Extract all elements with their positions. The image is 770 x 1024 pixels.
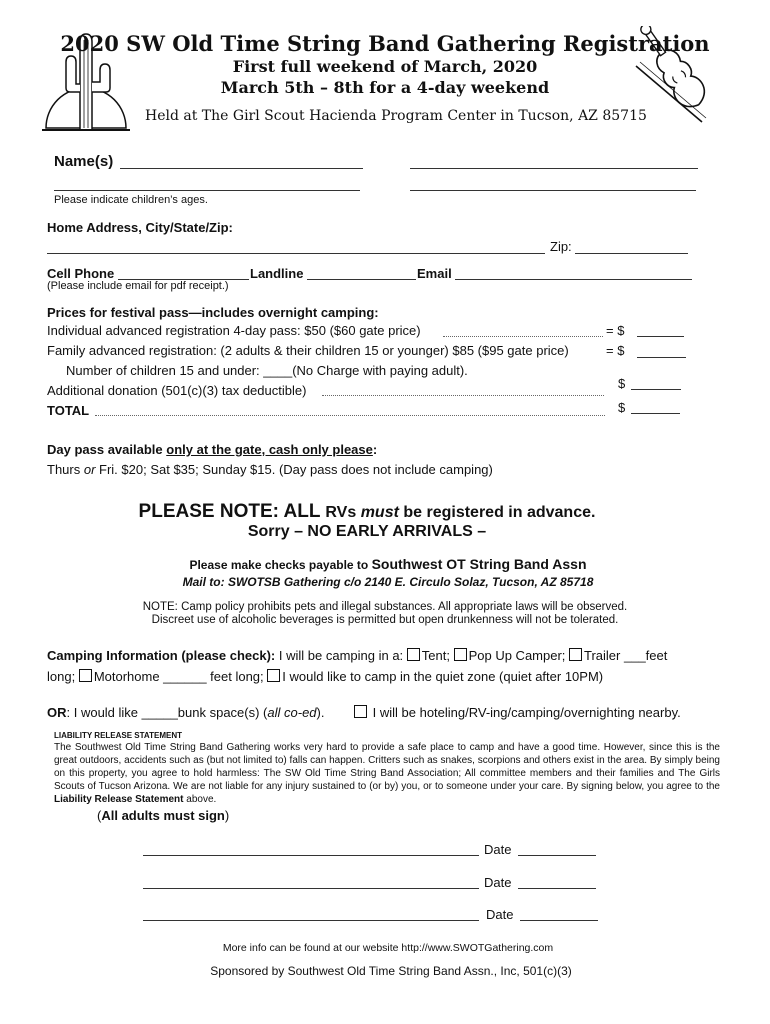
liability-body — [54, 741, 720, 806]
name-field-2[interactable] — [410, 168, 698, 169]
hotel-option — [354, 705, 681, 720]
tent-checkbox[interactable] — [407, 648, 420, 661]
email-field[interactable] — [455, 279, 692, 280]
zip-label: Zip: — [550, 239, 572, 254]
note-line-2: Discreet use of alcoholic beverages is permitted but open drunkenness will not be tolerated. — [151, 614, 619, 626]
sign-open: ( — [97, 808, 102, 823]
individual-leader — [443, 336, 603, 337]
liability-text: The Southwest Old Time String Band Gathering works very hard to provide a safe place to camp and have a good time. However, since this is the great outdoors, accidents such as (but not limited to) falls can happen. Critters such as snakes, scorpions and others exist in the area. By simply being on this property, you agree to hold harmless: The SW Old Time String Band Association; All committee members and their families and The Girls Scouts of Tucson Arizona. We are not liable for any injury sustained to (or by) you, or to someone under your care. By signing below, you agree to the — [54, 742, 720, 792]
total-label: TOTAL — [47, 403, 90, 418]
daypass-thurs: Thurs — [47, 462, 84, 477]
trailer-label: Trailer ___feet — [584, 648, 668, 663]
page-title: 2020 SW Old Time String Band Gathering Registration — [60, 31, 710, 56]
date-field-2[interactable] — [518, 888, 596, 889]
sign-close: ) — [224, 808, 230, 823]
daypass-rest: Fri. $20; Sat $35; Sunday $15. (Day pass does not include camping) — [95, 462, 493, 477]
adults-sign-note — [97, 808, 229, 823]
bunk-coed: all co-ed — [267, 705, 317, 720]
trailer-long: long; — [47, 669, 79, 684]
date-label-1: Date — [484, 842, 512, 857]
sponsor-note: Sponsored by Southwest Old Time String Band Assn., Inc, 501(c)(3) — [210, 964, 572, 978]
quiet-zone-label: I would like to camp in the quiet zone (quiet after 10PM) — [282, 669, 604, 684]
signature-line-2[interactable] — [143, 888, 479, 889]
total-dollar: $ — [618, 400, 626, 415]
children-count: Number of children 15 and under: ____(No Charge with paying adult). — [66, 363, 468, 378]
checks-payee: Southwest OT String Band Assn — [371, 556, 587, 572]
email-label: Email — [417, 266, 452, 281]
popup-label: Pop Up Camper; — [468, 648, 570, 663]
total-amount[interactable] — [631, 413, 680, 414]
rv-notice-a: PLEASE NOTE: ALL — [138, 501, 326, 522]
quiet-zone-checkbox[interactable] — [267, 669, 280, 682]
donation-amount[interactable] — [631, 389, 681, 390]
daypass-cash-only: only at the gate, cash only please — [166, 442, 373, 457]
website-note: More info can be found at our website http://www.SWOTGathering.com — [222, 942, 554, 954]
address-field[interactable] — [47, 253, 545, 254]
signature-line-3[interactable] — [143, 920, 479, 921]
email-note: (Please include email for pdf receipt.) — [47, 280, 229, 292]
bunk-close: ). — [316, 705, 325, 720]
name-field-3[interactable] — [54, 190, 360, 191]
donation-leader — [322, 395, 604, 396]
motorhome-checkbox[interactable] — [79, 669, 92, 682]
subtitle-dates: March 5th – 8th for a 4-day weekend — [220, 78, 550, 97]
individual-eq: = $ — [606, 323, 625, 338]
name-field-4[interactable] — [410, 190, 696, 191]
mail-address: Mail to: SWOTSB Gathering c/o 2140 E. Circulo Solaz, Tucson, AZ 85718 — [182, 575, 594, 589]
daypass-heading-text: Day pass available — [47, 442, 167, 457]
names-label: Name(s) — [54, 153, 114, 170]
motorhome-label: Motorhome ______ feet long; — [93, 669, 268, 684]
date-field-3[interactable] — [520, 920, 598, 921]
rv-notice-d: be registered in advance. — [398, 504, 596, 521]
sign-bold: All adults must sign — [101, 808, 225, 823]
signature-line-1[interactable] — [143, 855, 479, 856]
daypass-prices — [47, 462, 493, 477]
family-eq: = $ — [606, 343, 625, 358]
camping-intro: I will be camping in a: — [275, 648, 407, 663]
note-line-1: NOTE: Camp policy prohibits pets and illegal substances. All appropriate laws will be observed. — [142, 601, 628, 613]
no-early-arrivals: Sorry – NO EARLY ARRIVALS – — [247, 523, 487, 540]
hotel-label: I will be hoteling/RV-ing/camping/overnighting nearby. — [372, 705, 681, 720]
trailer-checkbox[interactable] — [569, 648, 582, 661]
venue-text: Held at The Girl Scout Hacienda Program Center in Tucson, AZ 85715 — [145, 108, 647, 124]
popup-checkbox[interactable] — [454, 648, 467, 661]
checks-payable — [0, 556, 770, 572]
prices-heading: Prices for festival pass—includes overnight camping: — [47, 305, 379, 320]
donation-dollar: $ — [618, 376, 626, 391]
camping-line-1 — [47, 648, 667, 663]
daypass-or: or — [83, 462, 96, 477]
daypass-colon: : — [372, 442, 378, 457]
liability-heading: LIABILITY RELEASE STATEMENT — [54, 731, 183, 740]
individual-amount[interactable] — [637, 336, 684, 337]
date-label-3: Date — [486, 907, 514, 922]
rv-notice-b: RVs — [325, 504, 361, 521]
liability-end: above. — [183, 794, 217, 805]
address-label: Home Address, City/State/Zip: — [47, 220, 233, 235]
bunk-label: : I would like _____bunk space(s) ( — [66, 705, 268, 720]
cell-phone-label: Cell Phone — [47, 266, 115, 281]
date-field-1[interactable] — [518, 855, 596, 856]
zip-field[interactable] — [575, 253, 688, 254]
date-label-2: Date — [484, 875, 512, 890]
children-note: Please indicate children’s ages. — [54, 194, 208, 206]
name-field-1[interactable] — [120, 168, 363, 169]
liability-bold: Liability Release Statement — [54, 794, 184, 805]
or-label: OR — [47, 705, 67, 720]
individual-price: Individual advanced registration 4-day pass: $50 ($60 gate price) — [47, 323, 421, 338]
tent-label: Tent; — [421, 648, 454, 663]
subtitle-weekend: First full weekend of March, 2020 — [232, 57, 538, 76]
landline-label: Landline — [250, 266, 304, 281]
family-amount[interactable] — [637, 357, 686, 358]
rv-notice-must: must — [360, 504, 399, 521]
hotel-checkbox[interactable] — [354, 705, 367, 718]
landline-field[interactable] — [307, 279, 416, 280]
checks-payable-text: Please make checks payable to — [189, 558, 372, 572]
total-leader — [95, 415, 605, 416]
daypass-heading — [47, 442, 377, 457]
donation-label: Additional donation (501(c)(3) tax deductible) — [47, 383, 307, 398]
camping-label: Camping Information (please check): — [47, 648, 276, 663]
camping-line-3 — [47, 705, 324, 720]
camping-line-2 — [47, 669, 603, 684]
family-price: Family advanced registration: (2 adults & their children 15 or younger) $85 ($95 gate price) — [47, 343, 569, 358]
rv-notice — [0, 501, 734, 523]
